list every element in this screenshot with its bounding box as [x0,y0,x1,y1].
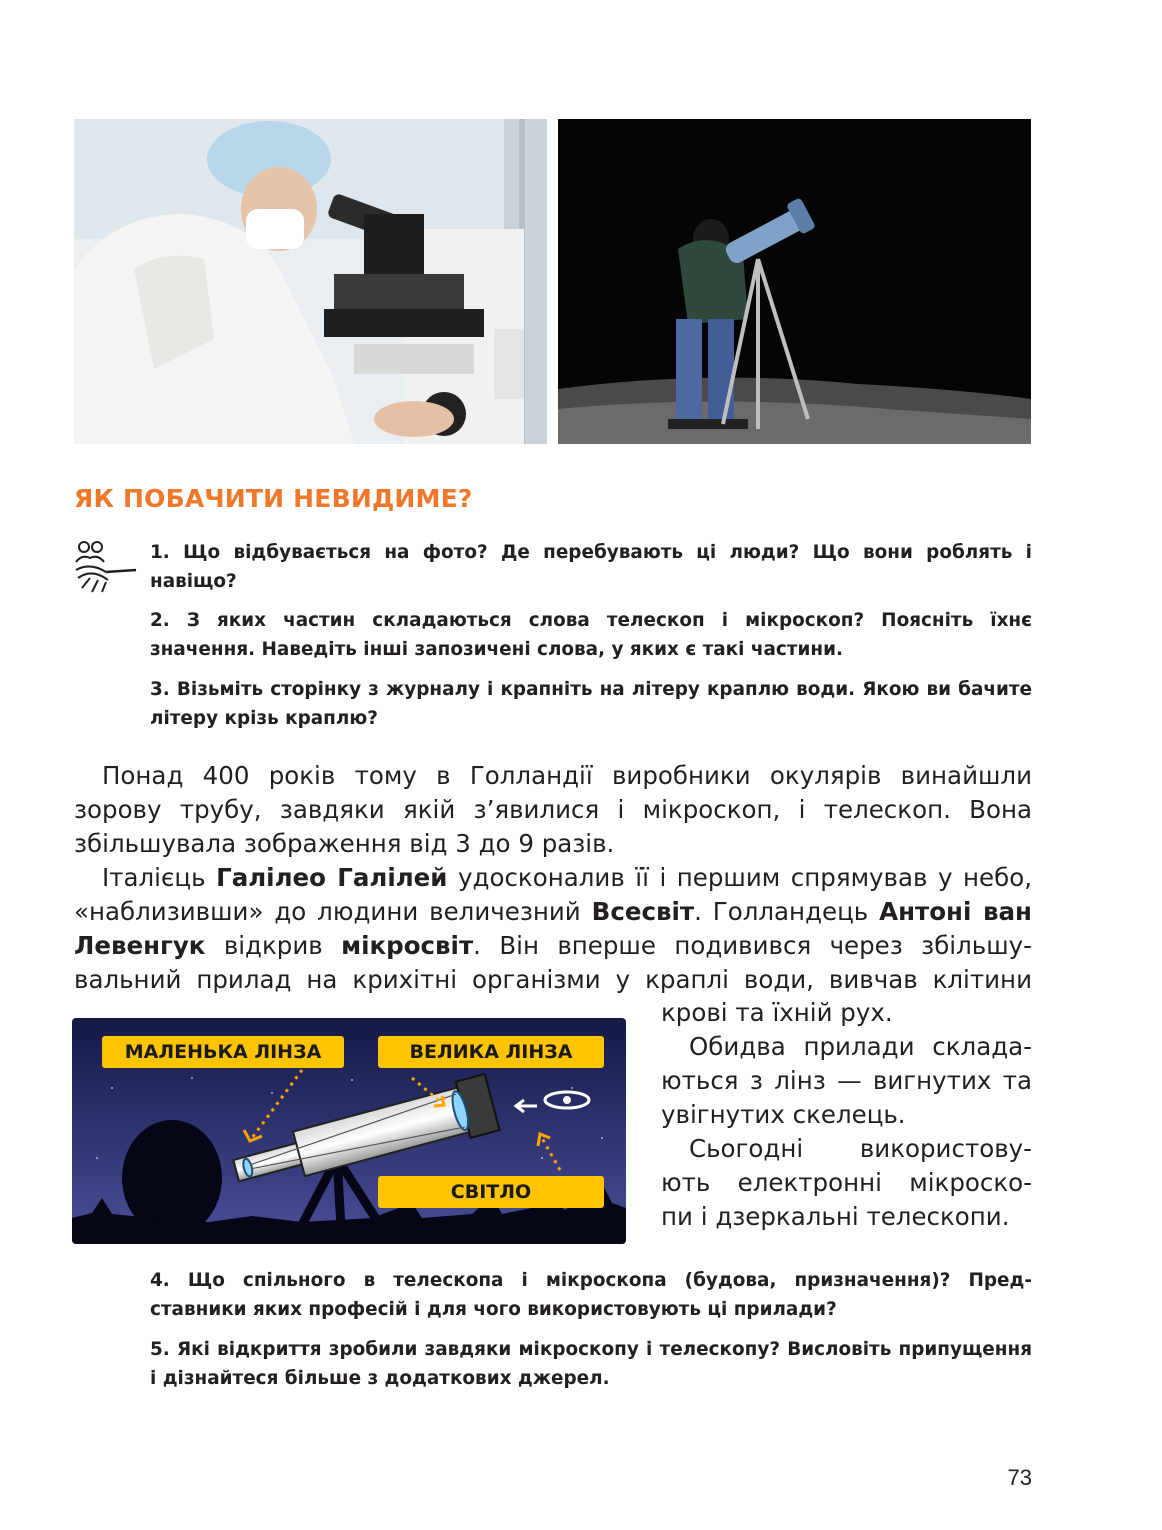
group-work-icon [72,540,138,598]
text-line [74,929,1032,963]
text-fragment: відкрив [223,931,323,960]
task-2 [150,606,1032,664]
text-line: увігнутих скелець. [661,1100,906,1129]
text-fragment: удосконалив її і першим спрямував у небо, [458,863,1032,892]
term-microscope: мікроскоп [745,610,854,631]
text-line: збільшувала зображення від 3 до 9 разів. [74,829,615,858]
text-line: ються з лінз — вигнутих та [661,1066,1032,1095]
task-number: 2. [150,610,170,631]
task-number: 5. [150,1339,170,1360]
text-line: зорову трубу, завдяки якій з’явилися і мікроскоп, і телескоп. Вона [74,795,1032,824]
name-antoni-van: Антоні ван [879,897,1032,926]
task-text: і [721,610,729,631]
text-fragment: «наблизивши» до людини величезний [74,897,581,926]
task-1 [150,538,1032,596]
text-line [74,895,1032,929]
text-fragment: . Він вперше подивився через збільшу- [473,931,1032,960]
task-text: ? Поясніть їхнє значення. Наведіть інші запозичені слова, у яких є такі частини. [150,610,1033,660]
task-number: 1. [150,542,170,563]
task-text: Що спільного в телескопа і мікроскопа (будова, призначення)? Пред- [187,1270,1032,1291]
text-line: Понад 400 років тому в Голландії виробники окулярів винайшли [102,761,1032,790]
term-microworld: мікросвіт [341,931,474,960]
text-line [74,861,1032,895]
telescope-diagram [72,1018,626,1244]
task-text: Які відкриття зробили завдяки мікроскопу і телескопу? Висловіть припущення і дізнайтеся більше з додаткових джерел. [150,1339,1033,1389]
task-5 [150,1335,1032,1393]
name-leeuwenhoek: Левенгук [74,931,206,960]
text-fragment: . Голландець [694,897,869,926]
section-title: ЯК ПОБАЧИТИ НЕВИДИМЕ? [74,484,473,513]
text-line: Сьогодні використову- [689,1134,1032,1163]
name-galileo: Галілео Галілей [216,863,448,892]
term-universe: Всесвіт [591,897,695,926]
label-big-lens: ВЕЛИКА ЛІНЗА [378,1036,604,1068]
term-telescope: телескоп [606,610,705,631]
label-light: СВІТЛО [378,1176,604,1208]
photo-person-telescope [558,119,1031,444]
text-line: пи і дзеркальні телескопи. [661,1202,1010,1231]
task-text: Що відбувається на фото? Де перебувають ці люди? Що вони роблять і навіщо? [150,542,1032,592]
text-line: ють електронні мікроско- [661,1168,1032,1197]
page-number: 73 [1007,1465,1032,1490]
task-number: 4. [150,1270,170,1291]
label-small-lens: МАЛЕНЬКА ЛІНЗА [102,1036,344,1068]
text-line: крові та їхній рух. [661,998,893,1027]
task-text: Візьміть сторінку з журналу і крапніть на літеру краплю води. Якою ви бачите літеру крізь краплю? [150,679,1032,729]
task-text: З яких частин складаються слова [186,610,590,631]
text-line: Обидва прилади склада- [689,1032,1032,1061]
task-3 [150,675,1032,733]
task-number: 3. [150,679,170,700]
main-text [74,759,1032,997]
photo-scientist-microscope [74,119,547,444]
task-line: ставники яких професій і для чого використовують ці прилади? [150,1299,837,1320]
text-fragment: Італієць [102,863,206,892]
task-4 [150,1266,1032,1324]
task-line [150,1266,1032,1295]
text-line: вальний прилад на крихітні організми у краплі води, вивчав клітини [74,965,1032,994]
side-text [661,996,1032,1234]
